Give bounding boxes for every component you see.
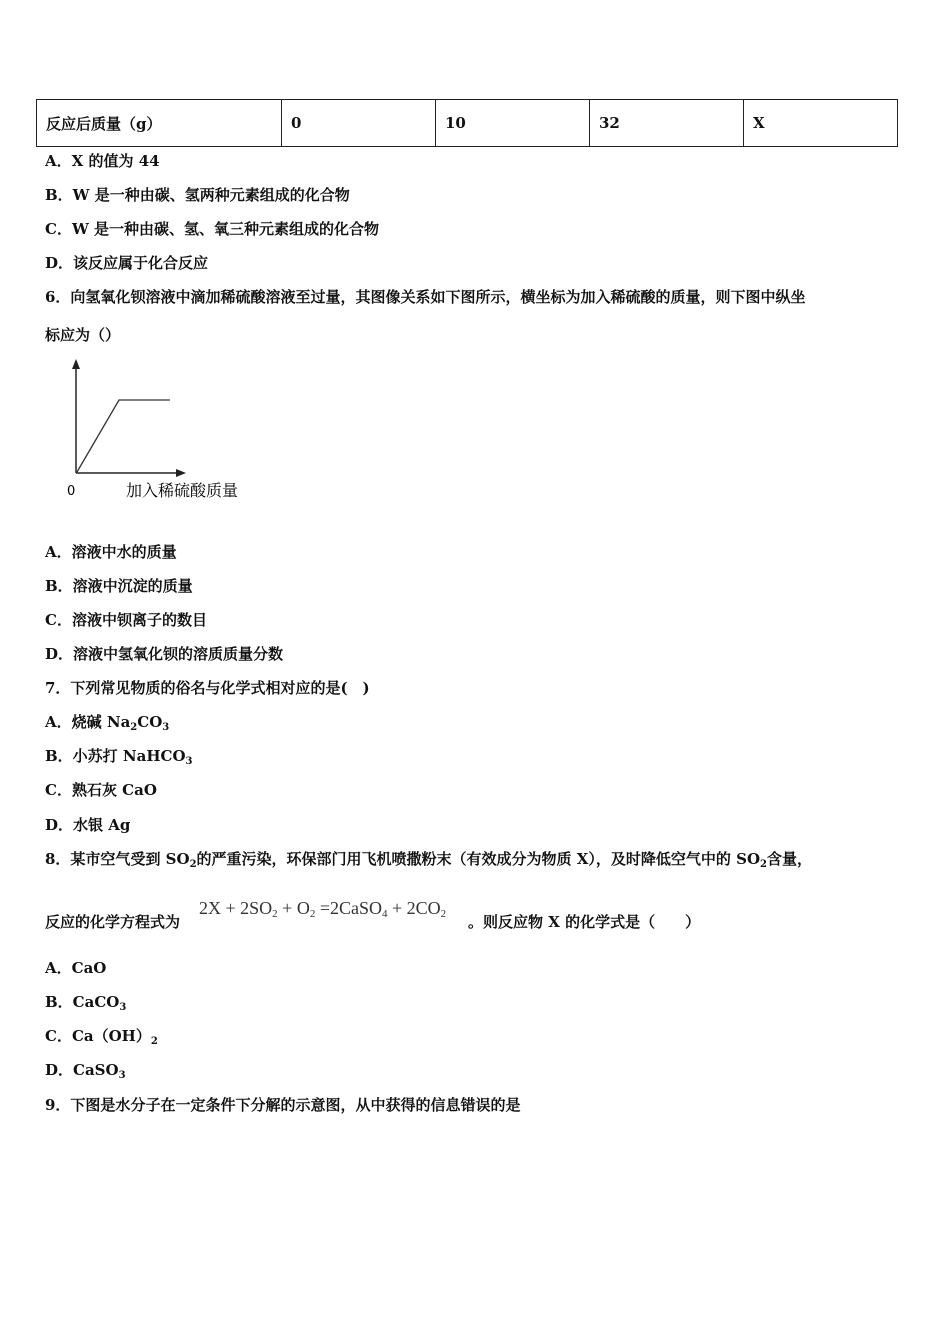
table-row bbox=[37, 100, 898, 147]
graph-x-axis-label: 加入稀硫酸质量 bbox=[126, 481, 239, 500]
q5-option-a: A．X 的值为 44 bbox=[45, 152, 160, 170]
table-row-label: 反应后质量（g） bbox=[37, 100, 282, 147]
q5-option-b: B．W 是一种由碳、氢两种元素组成的化合物 bbox=[45, 186, 350, 204]
table-cell: X bbox=[744, 100, 898, 147]
q6-option-d: D．溶液中氢氧化钡的溶质质量分数 bbox=[45, 645, 284, 663]
q6-option-a: A．溶液中水的质量 bbox=[45, 543, 177, 561]
q8-stem-line2-suffix: 。则反应物 X 的化学式是（ ） bbox=[468, 913, 701, 931]
q8-option-c: C．$Ca(OH)_2$ bbox=[45, 1027, 158, 1047]
y-axis-arrow bbox=[72, 359, 80, 369]
q8-option-d: D．CaSO$_3$ bbox=[45, 1061, 126, 1081]
q6-option-c: C．溶液中钡离子的数目 bbox=[45, 611, 207, 629]
q8-stem-line2-prefix: 反应的化学方程式为 bbox=[45, 913, 181, 931]
q6-graph bbox=[60, 355, 260, 505]
graph-origin-label: 0 bbox=[67, 484, 76, 499]
q5-option-d: D．该反应属于化合反应 bbox=[45, 254, 209, 272]
q9-stem: 9．下图是水分子在一定条件下分解的示意图，从中获得的信息错误的是 bbox=[45, 1096, 521, 1114]
q7-stem: 7．下列常见物质的俗名与化学式相对应的是( ) bbox=[45, 679, 370, 697]
q7-option-b: B．小苏打 NaHCO$_3$ bbox=[45, 747, 193, 767]
table-cell: 10 bbox=[436, 100, 590, 147]
table-cell: 32 bbox=[590, 100, 744, 147]
q6-stem-line1: 6．向氢氧化钡溶液中滴加稀硫酸溶液至过量，其图像关系如下图所示，横坐标为加入稀硫酸的质量，则下图中纵坐 bbox=[45, 288, 806, 306]
q5-option-c: C．W 是一种由碳、氢、氧三种元素组成的化合物 bbox=[45, 220, 380, 238]
q7-option-c: C．熟石灰 CaO bbox=[45, 781, 157, 799]
graph-curve bbox=[77, 400, 170, 472]
q8-stem-line1: 8．某市空气受到 $SO_2$的严重污染，环保部门用飞机喷撒粉末（有效成分为物质 X），及时降低空气中的 $SO_2$含量， bbox=[45, 850, 813, 870]
x-axis-arrow bbox=[176, 469, 186, 477]
q7-option-d: D．水银 Ag bbox=[45, 816, 131, 834]
q8-option-b: B．CaCO$_3$ bbox=[45, 993, 127, 1013]
table-cell: 0 bbox=[282, 100, 436, 147]
q7-option-a: A．烧碱 $Na_2CO_3$ bbox=[45, 713, 170, 733]
q6-option-b: B．溶液中沉淀的质量 bbox=[45, 577, 193, 595]
q8-chemical-equation: $2X + 2SO_2 + O_2$ =2CaSO$_4$ + $2CO_2$ bbox=[199, 898, 447, 920]
q6-stem-line2: 标应为（） bbox=[45, 326, 121, 344]
data-table bbox=[36, 99, 898, 147]
q8-option-a: A．CaO bbox=[45, 959, 107, 977]
